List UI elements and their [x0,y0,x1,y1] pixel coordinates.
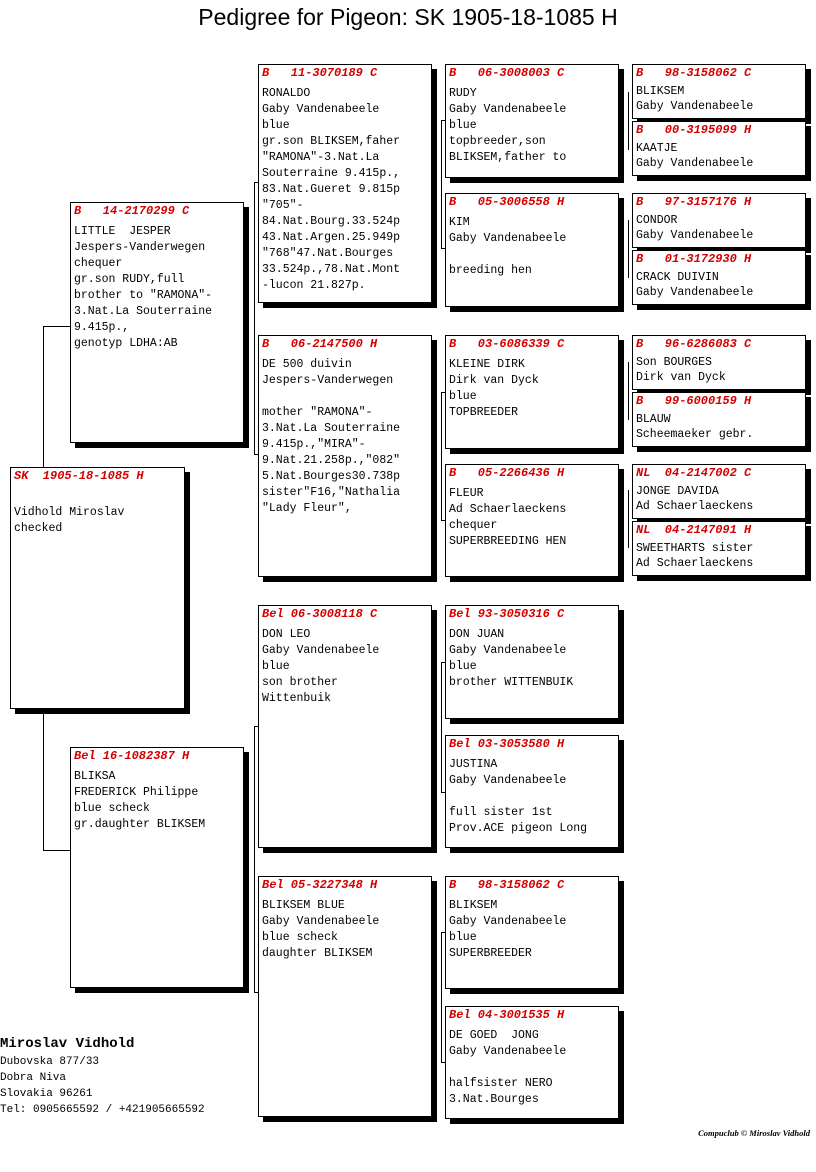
card-line: Gaby Vandenabeele [262,103,380,116]
pigeon-card-dds [445,876,619,989]
card-line: BLAUW [636,413,671,426]
card-line: SUPERBREEDER [449,947,532,960]
card-line: 83.Nat.Gueret 9.815p [262,183,401,196]
ring-number: B 14-2170299 C [74,204,190,218]
owner-block [0,1034,205,1118]
page-title: Pedigree for Pigeon: SK 1905-18-1085 H [198,4,618,30]
card-line: Gaby Vandenabeele [636,229,754,242]
connector-line [441,932,442,1062]
ring-number: B 11-3070189 C [262,66,378,80]
card-line: blue [449,119,477,132]
card-lines [636,541,803,571]
card-lines [262,86,429,294]
pigeon-card-dam [70,747,244,988]
card-line: Gaby Vandenabeele [262,644,380,657]
ring-number: B 00-3195099 H [636,123,752,137]
pigeon-card-sire [70,202,244,443]
card-lines [636,412,803,442]
card-lines [449,86,616,166]
card-line: SWEETHARTS sister [636,542,754,555]
card-line: DON LEO [262,628,311,641]
card-line: Wittenbuik [262,692,332,705]
card-line: 9.415p., [74,321,130,334]
card-line: blue scheck [262,931,338,944]
ring-number: SK 1905-18-1085 H [14,469,144,483]
ring-number: Bel 03-3053580 H [449,737,565,751]
pigeon-card-g1 [632,64,806,119]
pigeon-card-ssd [445,193,619,307]
card-line: gr.son RUDY,full [74,273,185,286]
card-line: Gaby Vandenabeele [636,157,754,170]
card-line: FLEUR [449,487,484,500]
pigeon-card-sds [445,335,619,449]
card-line: JUSTINA [449,758,498,771]
card-line: Gaby Vandenabeele [449,774,567,787]
card-line [262,389,429,405]
card-lines [636,213,803,243]
card-line: 3.Nat.La Souterraine [74,305,213,318]
card-line [449,789,616,805]
connector-line [441,120,442,248]
pigeon-card-g6 [632,392,806,447]
card-line: Gaby Vandenabeele [449,1045,567,1058]
card-line: BLIKSEM,father to [449,151,567,164]
card-line: JONGE DAVIDA [636,485,719,498]
card-line: Souterraine 9.415p., [262,167,401,180]
connector-line [43,850,71,851]
card-line: BLIKSEM [449,899,498,912]
card-line: KAATJE [636,142,678,155]
card-line: chequer [449,519,498,532]
card-line: Jespers-Vanderwegen [262,374,394,387]
card-lines [636,84,803,114]
card-line: son brother [262,676,338,689]
card-lines [449,486,616,550]
owner-line: Dobra Niva [0,1072,67,1084]
owner-line: Slovakia 96261 [0,1088,93,1100]
card-line: brother WITTENBUIK [449,676,574,689]
pigeon-card-ds [258,605,432,848]
pigeon-card-dsd [445,735,619,848]
card-line: RONALDO [262,87,311,100]
card-line: 3.Nat.La Souterraine [262,422,401,435]
ring-number: Bel 04-3001535 H [449,1008,565,1022]
ring-number: NL 04-2147002 C [636,466,752,480]
card-lines [74,769,241,833]
card-line: BLIKSEM [636,85,685,98]
card-line: blue [262,660,290,673]
card-line: Gaby Vandenabeele [449,232,567,245]
card-line: halfsister NERO [449,1077,553,1090]
card-lines [14,489,182,537]
ring-number: B 01-3172930 H [636,252,752,266]
connector-line [628,92,629,150]
card-line: RUDY [449,87,477,100]
card-line: -lucon 21.827p. [262,279,366,292]
card-line: blue scheck [74,802,150,815]
card-lines [449,215,616,279]
card-line: DON JUAN [449,628,505,641]
card-line: KIM [449,216,470,229]
card-lines [636,141,803,171]
card-line: Vidhold Miroslav [14,506,125,519]
connector-line [254,182,255,454]
card-line: mother "RAMONA"- [262,406,373,419]
card-line: 5.Nat.Bourges30.738p [262,470,401,483]
card-line: DE GOED JONG [449,1029,539,1042]
card-line: blue [449,390,477,403]
connector-line [628,490,629,548]
pigeon-card-g3 [632,193,806,248]
connector-line [43,326,44,468]
connector-line [441,392,442,520]
ring-number: B 06-3008003 C [449,66,565,80]
card-lines [636,355,803,385]
card-lines [262,357,429,517]
connector-line [628,220,629,278]
pigeon-card-g4 [632,250,806,305]
card-line: Gaby Vandenabeele [449,915,567,928]
card-line: 9.415p.,"MIRA"- [262,438,366,451]
card-line [449,1060,616,1076]
card-line: checked [14,522,63,535]
ring-number: B 03-6086339 C [449,337,565,351]
card-lines [449,898,616,962]
card-line: Gaby Vandenabeele [449,103,567,116]
card-line: KLEINE DIRK [449,358,525,371]
pigeon-card-sss [445,64,619,178]
card-line: Dirk van Dyck [449,374,539,387]
card-line: 84.Nat.Bourg.33.524p [262,215,401,228]
card-line: sister"F16,"Nathalia [262,486,401,499]
card-line: blue [449,660,477,673]
pigeon-card-dd [258,876,432,1117]
card-line: Jespers-Vanderwegen [74,241,206,254]
ring-number: B 05-2266436 H [449,466,565,480]
card-line: brother to "RAMONA"- [74,289,213,302]
ring-number: B 99-6000159 H [636,394,752,408]
card-line: 33.524p.,78.Nat.Mont [262,263,401,276]
card-line: DE 500 duivin [262,358,352,371]
card-lines [636,270,803,300]
card-line: Dirk van Dyck [636,371,726,384]
card-line: "768"47.Nat.Bourges [262,247,394,260]
connector-line [628,362,629,420]
card-line: Ad Schaerlaeckens [636,557,754,570]
owner-line: Dubovska 877/33 [0,1056,100,1068]
card-line: 9.Nat.21.258p.,"082" [262,454,401,467]
connector-line [441,662,442,792]
card-line: FREDERICK Philippe [74,786,199,799]
ring-number: B 96-6286083 C [636,337,752,351]
card-line: blue [449,931,477,944]
pigeon-card-g8 [632,521,806,576]
card-line: topbreeder,son [449,135,546,148]
pigeon-card-ss [258,64,432,303]
card-lines [449,357,616,421]
pigeon-card-dss [445,605,619,719]
connector-line [254,726,255,992]
card-lines [449,627,616,691]
card-line: 43.Nat.Argen.25.949p [262,231,401,244]
card-line: Scheemaeker gebr. [636,428,754,441]
footer-credit: Compuclub © Miroslav Vidhold [698,1128,810,1138]
card-line: BLIKSA [74,770,116,783]
ring-number: Bel 16-1082387 H [74,749,190,763]
card-line: genotyp LDHA:AB [74,337,178,350]
ring-number: B 98-3158062 C [449,878,565,892]
pigeon-card-g5 [632,335,806,390]
card-line: Gaby Vandenabeele [636,286,754,299]
card-line: LITTLE JESPER [74,225,171,238]
card-line: Prov.ACE pigeon Long [449,822,588,835]
pigeon-card-sdd [445,464,619,577]
pigeon-card-g7 [632,464,806,519]
ring-number: B 97-3157176 H [636,195,752,209]
pigeon-card-g2 [632,121,806,176]
card-line: CONDOR [636,214,678,227]
pigeon-card-sd [258,335,432,577]
ring-number: B 05-3006558 H [449,195,565,209]
card-line: Gaby Vandenabeele [262,915,380,928]
ring-number: Bel 06-3008118 C [262,607,378,621]
card-line: blue [262,119,290,132]
card-line: Gaby Vandenabeele [636,100,754,113]
card-line: Son BOURGES [636,356,712,369]
card-line: CRACK DUIVIN [636,271,719,284]
card-lines [449,1028,616,1108]
pigeon-card-ddd [445,1006,619,1119]
card-line: "705"- [262,199,304,212]
card-lines [636,484,803,514]
card-line: BLIKSEM BLUE [262,899,345,912]
connector-line [43,326,71,327]
card-line: "Lady Fleur", [262,502,352,515]
owner-line: Tel: 0905665592 / +421905665592 [0,1104,205,1116]
card-line: SUPERBREEDING HEN [449,535,567,548]
card-line: Gaby Vandenabeele [449,644,567,657]
card-line: 3.Nat.Bourges [449,1093,539,1106]
card-line: full sister 1st [449,806,553,819]
card-line: gr.daughter BLIKSEM [74,818,206,831]
card-lines [262,627,429,707]
card-line: chequer [74,257,123,270]
card-line: Ad Schaerlaeckens [636,500,754,513]
card-line: daughter BLIKSEM [262,947,373,960]
card-lines [449,757,616,837]
card-line [449,247,616,263]
owner-name: Miroslav Vidhold [0,1036,135,1052]
ring-number: Bel 93-3050316 C [449,607,565,621]
pigeon-card-subject [10,467,185,709]
card-line: breeding hen [449,264,532,277]
card-line: "RAMONA"-3.Nat.La [262,151,380,164]
ring-number: Bel 05-3227348 H [262,878,378,892]
card-line: gr.son BLIKSEM,faher [262,135,401,148]
card-line: Ad Schaerlaeckens [449,503,567,516]
connector-line [43,712,44,850]
ring-number: B 06-2147500 H [262,337,378,351]
card-lines [74,224,241,352]
ring-number: NL 04-2147091 H [636,523,752,537]
card-lines [262,898,429,962]
card-line [14,489,182,505]
card-line: TOPBREEDER [449,406,519,419]
ring-number: B 98-3158062 C [636,66,752,80]
